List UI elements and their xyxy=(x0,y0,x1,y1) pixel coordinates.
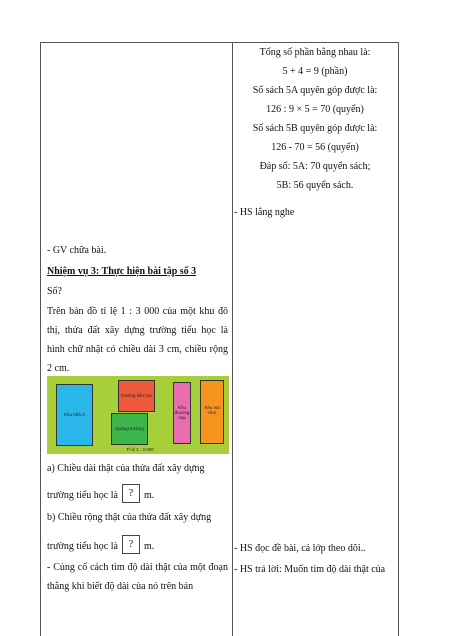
question-b-line1: b) Chiều rộng thật của thửa đất xây dựng xyxy=(47,512,212,523)
map-scale-label: Tỉ lệ 1 : 3 000 xyxy=(126,447,154,452)
column-divider xyxy=(232,42,233,636)
hs-answer: - HS trả lời: Muốn tìm độ dài thật của xyxy=(234,564,386,575)
map-residential: Khu nhà ở xyxy=(56,384,93,446)
gv-fix: - GV chữa bài. xyxy=(47,245,107,256)
right-solution xyxy=(234,43,396,195)
question-a-line2 xyxy=(47,484,228,505)
task-title: Nhiệm vụ 3: Thực hiện bài tập số 3 xyxy=(47,266,197,277)
question-label: Số? xyxy=(47,286,62,297)
hs-read: - HS đọc đề bài, cả lớp theo dõi.. xyxy=(234,543,366,554)
solution-line: Đáp số: 5A: 70 quyển sách; xyxy=(259,161,371,172)
unit-label: m. xyxy=(143,490,155,501)
solution-line: Tổng số phần bằng nhau là: xyxy=(259,47,371,58)
city-map-figure xyxy=(47,376,229,454)
solution-line: 126 : 9 × 5 = 70 (quyển) xyxy=(266,104,364,115)
problem-text: Trên bản đồ tỉ lệ 1 : 3 000 của một khu đô thị, thửa đất xây dựng trường tiểu học là hình chữ nhật có chiều dài 3 cm, chiều rộng 2 cm. xyxy=(47,306,228,374)
reinforce-text: - Củng cố cách tìm độ dài thật của một đoạn thẳng khi biết độ dài của nó trên bản xyxy=(47,562,228,592)
question-b-text: trường tiểu học là xyxy=(47,541,118,552)
map-play: Khu vui chơi xyxy=(200,380,224,444)
question-b-line2 xyxy=(47,535,228,556)
hs-listen: - HS lắng nghe xyxy=(234,207,295,218)
solution-line: 5 + 4 = 9 (phần) xyxy=(282,66,348,77)
solution-line: 5B: 56 quyển sách. xyxy=(276,180,354,191)
question-a-text: trường tiểu học là xyxy=(47,490,118,501)
map-school: Trường tiểu học xyxy=(118,380,155,412)
answer-box-a[interactable]: ? xyxy=(122,484,140,503)
solution-line: Số sách 5B quyên góp được là: xyxy=(252,123,378,134)
solution-line: 126 - 70 = 56 (quyển) xyxy=(271,142,359,153)
solution-line: Số sách 5A quyên góp được là: xyxy=(252,85,378,96)
unit-label: m. xyxy=(143,541,155,552)
answer-box-b[interactable]: ? xyxy=(122,535,140,554)
map-square: Quảng trường xyxy=(111,413,148,445)
question-a-line1: a) Chiều dài thật của thửa đất xây dựng xyxy=(47,463,205,474)
map-commerce: Khu thương mại xyxy=(173,382,191,444)
